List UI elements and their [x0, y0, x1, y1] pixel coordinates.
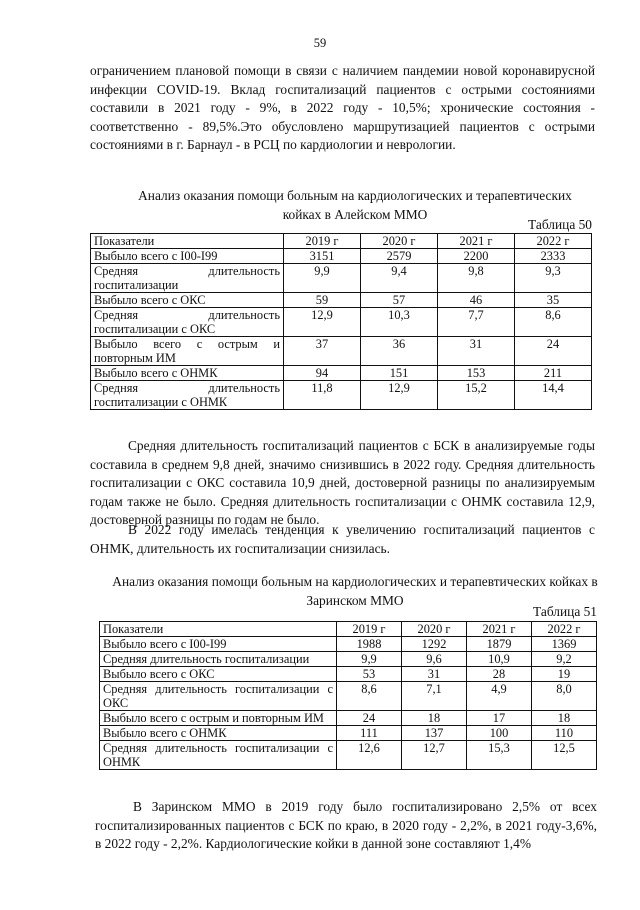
- table-cell: 8,6: [337, 682, 402, 711]
- row-label: Средняя длительность госпитализации с ОКС: [91, 308, 284, 337]
- table-cell: 1988: [337, 637, 402, 652]
- table-header-cell: 2020 г: [361, 234, 438, 249]
- page-number: 59: [313, 36, 327, 50]
- table-51-caption: Таблица 51: [533, 604, 597, 619]
- table-cell: 12,7: [402, 741, 467, 770]
- row-label: Выбыло всего с ОНМК: [100, 726, 337, 741]
- table-cell: 9,9: [284, 264, 361, 293]
- table-header-cell: 2022 г: [532, 622, 597, 637]
- table-row: [100, 652, 597, 667]
- table-cell: 28: [467, 667, 532, 682]
- table-cell: 31: [402, 667, 467, 682]
- table-row: [100, 667, 597, 682]
- table-cell: 15,3: [467, 741, 532, 770]
- table-row: [100, 711, 597, 726]
- table-cell: 46: [438, 293, 515, 308]
- table-header-cell: 2021 г: [438, 234, 515, 249]
- row-label: Средняя длительность госпитализации: [100, 652, 337, 667]
- table-cell: 100: [467, 726, 532, 741]
- table-cell: 8,6: [515, 308, 592, 337]
- table-cell: 1879: [467, 637, 532, 652]
- paragraph-onmk-trend: В 2022 году имелась тенденция к увеличению госпитализаций пациентов с ОНМК, длительность их госпитализации снизилась.: [90, 522, 595, 556]
- table-cell: 9,2: [532, 652, 597, 667]
- table-header-cell: 2020 г: [402, 622, 467, 637]
- table-cell: 18: [532, 711, 597, 726]
- table-header-cell: Показатели: [91, 234, 284, 249]
- row-label: Выбыло всего с ОКС: [100, 667, 337, 682]
- table-cell: 94: [284, 366, 361, 381]
- row-label: Выбыло всего с острым и повторным ИМ: [91, 337, 284, 366]
- table-cell: 12,6: [337, 741, 402, 770]
- row-label: Средняя длительность госпитализации с ОНМК: [91, 381, 284, 410]
- table-cell: 18: [402, 711, 467, 726]
- table-row: [100, 682, 597, 711]
- table-cell: 59: [284, 293, 361, 308]
- table-cell: 17: [467, 711, 532, 726]
- row-label: Средняя длительность госпитализации с ОНМК: [100, 741, 337, 770]
- table-row: [100, 741, 597, 770]
- table-cell: 9,6: [402, 652, 467, 667]
- table-cell: 37: [284, 337, 361, 366]
- table-cell: 24: [337, 711, 402, 726]
- table-cell: 53: [337, 667, 402, 682]
- row-label: Выбыло всего с ОНМК: [91, 366, 284, 381]
- table-cell: 35: [515, 293, 592, 308]
- table-row: [100, 637, 597, 652]
- table-51-title: Анализ оказания помощи больным на кардиологических и терапевтических койках в Заринском ММО: [112, 574, 598, 608]
- table-header-row: [91, 234, 592, 249]
- table-row: [91, 308, 592, 337]
- table-cell: 1292: [402, 637, 467, 652]
- row-label: Выбыло всего с ОКС: [91, 293, 284, 308]
- table-cell: 111: [337, 726, 402, 741]
- row-label: Выбыло всего с острым и повторным ИМ: [100, 711, 337, 726]
- table-51: [99, 621, 597, 770]
- table-cell: 12,9: [361, 381, 438, 410]
- table-header-cell: 2019 г: [337, 622, 402, 637]
- table-cell: 8,0: [532, 682, 597, 711]
- row-label: Средняя длительность госпитализации: [91, 264, 284, 293]
- table-cell: 153: [438, 366, 515, 381]
- row-label: Выбыло всего с I00-I99: [91, 249, 284, 264]
- table-cell: 57: [361, 293, 438, 308]
- table-cell: 1369: [532, 637, 597, 652]
- table-cell: 151: [361, 366, 438, 381]
- table-cell: 9,4: [361, 264, 438, 293]
- row-label: Средняя длительность госпитализации с ОКС: [100, 682, 337, 711]
- table-cell: 7,1: [402, 682, 467, 711]
- table-cell: 2333: [515, 249, 592, 264]
- table-cell: 4,9: [467, 682, 532, 711]
- table-row: [91, 381, 592, 410]
- table-header-cell: 2022 г: [515, 234, 592, 249]
- table-header-cell: 2019 г: [284, 234, 361, 249]
- table-cell: 11,8: [284, 381, 361, 410]
- paragraph-bsk-duration: Средняя длительность госпитализаций пациентов с БСК в анализируемые годы составила в среднем 9,8 дней, значимо снизившись в 2022 году. Средняя длительность госпитализации с ОКС составила 10,9 дней, достоверной разницы по анализируемым годам также не было. Средняя длительность госпитализации с ОНМК составила 12,9, достоверной разницы по годам не было.: [90, 438, 595, 528]
- table-cell: 31: [438, 337, 515, 366]
- table-cell: 10,3: [361, 308, 438, 337]
- table-cell: 12,9: [284, 308, 361, 337]
- table-cell: 9,8: [438, 264, 515, 293]
- table-cell: 24: [515, 337, 592, 366]
- table-50-title: Анализ оказания помощи больным на кардиологических и терапевтических койках в Алейском ММО: [138, 188, 572, 222]
- table-cell: 110: [532, 726, 597, 741]
- table-50: [90, 233, 592, 410]
- table-cell: 7,7: [438, 308, 515, 337]
- table-row: [91, 337, 592, 366]
- table-row: [91, 293, 592, 308]
- table-cell: 2579: [361, 249, 438, 264]
- table-row: [100, 726, 597, 741]
- table-cell: 12,5: [532, 741, 597, 770]
- paragraph-intro: ограничением плановой помощи в связи с наличием пандемии новой коронавирусной инфекции COVID-19. Вклад госпитализаций пациентов с острыми состояниями составили в 2021 году - 9%, в 2022 году - 10,5%; хронические состояния - соответственно - 89,5%.Это обусловлено маршрутизацией пациентов с острыми состояниями в г. Барнаул - в РСЦ по кардиологии и неврологии.: [90, 63, 595, 153]
- table-cell: 2200: [438, 249, 515, 264]
- table-row: [91, 249, 592, 264]
- table-cell: 36: [361, 337, 438, 366]
- table-row: [91, 264, 592, 293]
- table-header-row: [100, 622, 597, 637]
- table-cell: 9,9: [337, 652, 402, 667]
- table-cell: 15,2: [438, 381, 515, 410]
- table-header-cell: Показатели: [100, 622, 337, 637]
- table-cell: 137: [402, 726, 467, 741]
- table-row: [91, 366, 592, 381]
- table-cell: 10,9: [467, 652, 532, 667]
- table-header-cell: 2021 г: [467, 622, 532, 637]
- paragraph-zarinsk: В Заринском ММО в 2019 году было госпитализировано 2,5% от всех госпитализированных пациентов с БСК по краю, в 2020 году - 2,2%, в 2021 году-3,6%, в 2022 году - 2,2%. Кардиологические койки в данной зоне составляют 1,4%: [95, 799, 597, 852]
- table-50-caption: Таблица 50: [528, 217, 592, 232]
- table-cell: 19: [532, 667, 597, 682]
- table-cell: 9,3: [515, 264, 592, 293]
- table-cell: 3151: [284, 249, 361, 264]
- table-cell: 211: [515, 366, 592, 381]
- table-cell: 14,4: [515, 381, 592, 410]
- row-label: Выбыло всего с I00-I99: [100, 637, 337, 652]
